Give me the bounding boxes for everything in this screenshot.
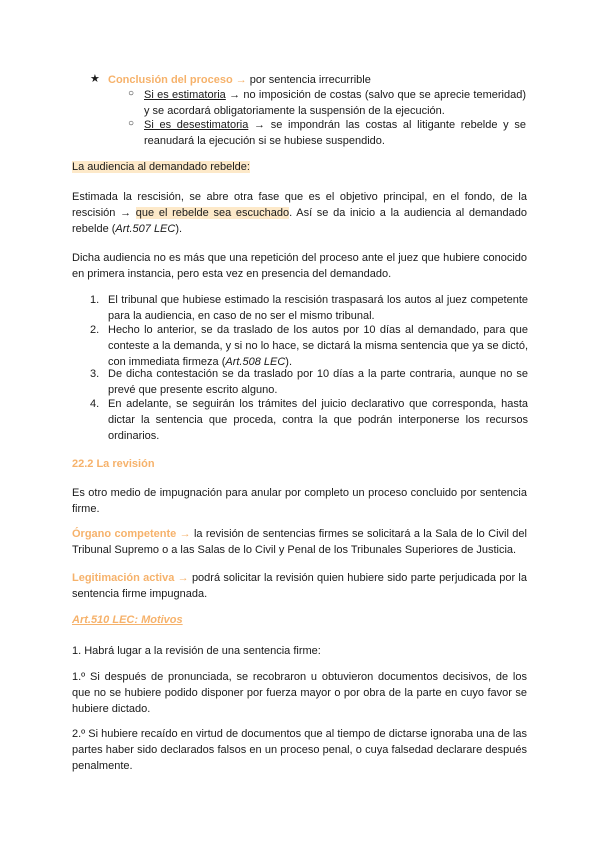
paragraph: 1. Habrá lugar a la revisión de una sentencia firme: [72, 645, 321, 657]
paragraph: Estimada la rescisión, se abre otra fase que es el objetivo principal, en el fondo, de la rescisión → que el rebelde sea escuchado. Así se da inicio a la audiencia al demandado rebelde (Art.507 LEC). [72, 191, 527, 235]
article-heading: Art.510 LEC: Motivos [72, 614, 183, 626]
article-ref: Art.508 LEC [225, 356, 286, 368]
conclusion-item [144, 87, 526, 119]
conclusion-item [144, 117, 526, 149]
list-number: 3. [90, 368, 100, 380]
list-number: 1. [90, 294, 100, 306]
organo-paragraph: Órgano competente → la revisión de sentencias firmes se solicitará a la Sala de lo Civil del Tribunal Supremo o a las Salas de lo Civil y Penal de los Tribunales Superiores de Justicia. [72, 528, 527, 556]
list-item: El tribunal que hubiese estimado la rescisión traspasará los autos al juez competente para la audiencia, en caso de no ser el mismo tribunal. [108, 294, 528, 322]
star-bullet-icon: ★ [90, 73, 100, 85]
paragraph: Es otro medio de impugnación para anular por completo un proceso concluido por sentencia firme. [72, 487, 527, 515]
paragraph: 2.º Si hubiere recaído en virtud de documentos que al tiempo de dictarse ignoraba una de las partes haber sido declarados falsos en un proceso penal, o cuya falsedad declarare después penalmente. [72, 728, 527, 772]
conclusion-line [108, 72, 528, 88]
conclusion-label: Conclusión del proceso → [108, 74, 247, 86]
article-ref: Art.507 LEC [115, 223, 176, 235]
conclusion-item-lead: Si es estimatoria [144, 89, 226, 101]
list-number: 4. [90, 398, 100, 410]
circle-bullet-icon: ○ [128, 88, 135, 99]
section-heading: 22.2 La revisión [72, 458, 155, 470]
organo-label: Órgano competente → [72, 528, 191, 540]
list-item: En adelante, se seguirán los trámites del juicio declarativo que corresponda, hasta dictar la sentencia que proceda, contra la que podrán interponerse los recursos ordinarios. [108, 398, 528, 442]
paragraph: 1.º Si después de pronunciada, se recobraron u obtuvieron documentos decisivos, de los que no se hubiere podido disponer por fuerza mayor o por obra de la parte en cuyo favor se hubiere dictado. [72, 671, 527, 715]
list-number: 2. [90, 324, 100, 336]
conclusion-text: por sentencia irrecurrible [246, 74, 371, 86]
conclusion-item-text: → no imposición de costas (salvo que se aprecie temeridad) y se acordará obligatoriamente la suspensión de la ejecución. [144, 89, 526, 117]
audiencia-heading: La audiencia al demandado rebelde: [72, 161, 250, 173]
conclusion-item-lead: Si es desestimatoria [144, 119, 249, 131]
conclusion-item-text: → se impondrán las costas al litigante rebelde y se reanudará la ejecución si se hubiese suspendido. [144, 119, 526, 147]
paragraph: Dicha audiencia no es más que una repetición del proceso ante el juez que hubiere conocido en primera instancia, pero esta vez en presencia del demandado. [72, 252, 527, 280]
legitimacion-paragraph: Legitimación activa → podrá solicitar la revisión quien hubiere sido parte perjudicada por la sentencia firme impugnada. [72, 572, 527, 600]
list-item: De dicha contestación se da traslado por 10 días a la parte contraria, aunque no se prevé que presente escrito alguno. [108, 368, 528, 396]
legitimacion-label: Legitimación activa → [72, 572, 189, 584]
circle-bullet-icon: ○ [128, 118, 135, 129]
list-item: Hecho lo anterior, se da traslado de los autos por 10 días al demandado, para que conteste a la demanda, y si no lo hace, se dictará la misma sentencia que ya se dictó, con immediata firmeza (Art.508 LEC). [108, 324, 528, 368]
highlight: que el rebelde sea escuchado [135, 207, 290, 219]
